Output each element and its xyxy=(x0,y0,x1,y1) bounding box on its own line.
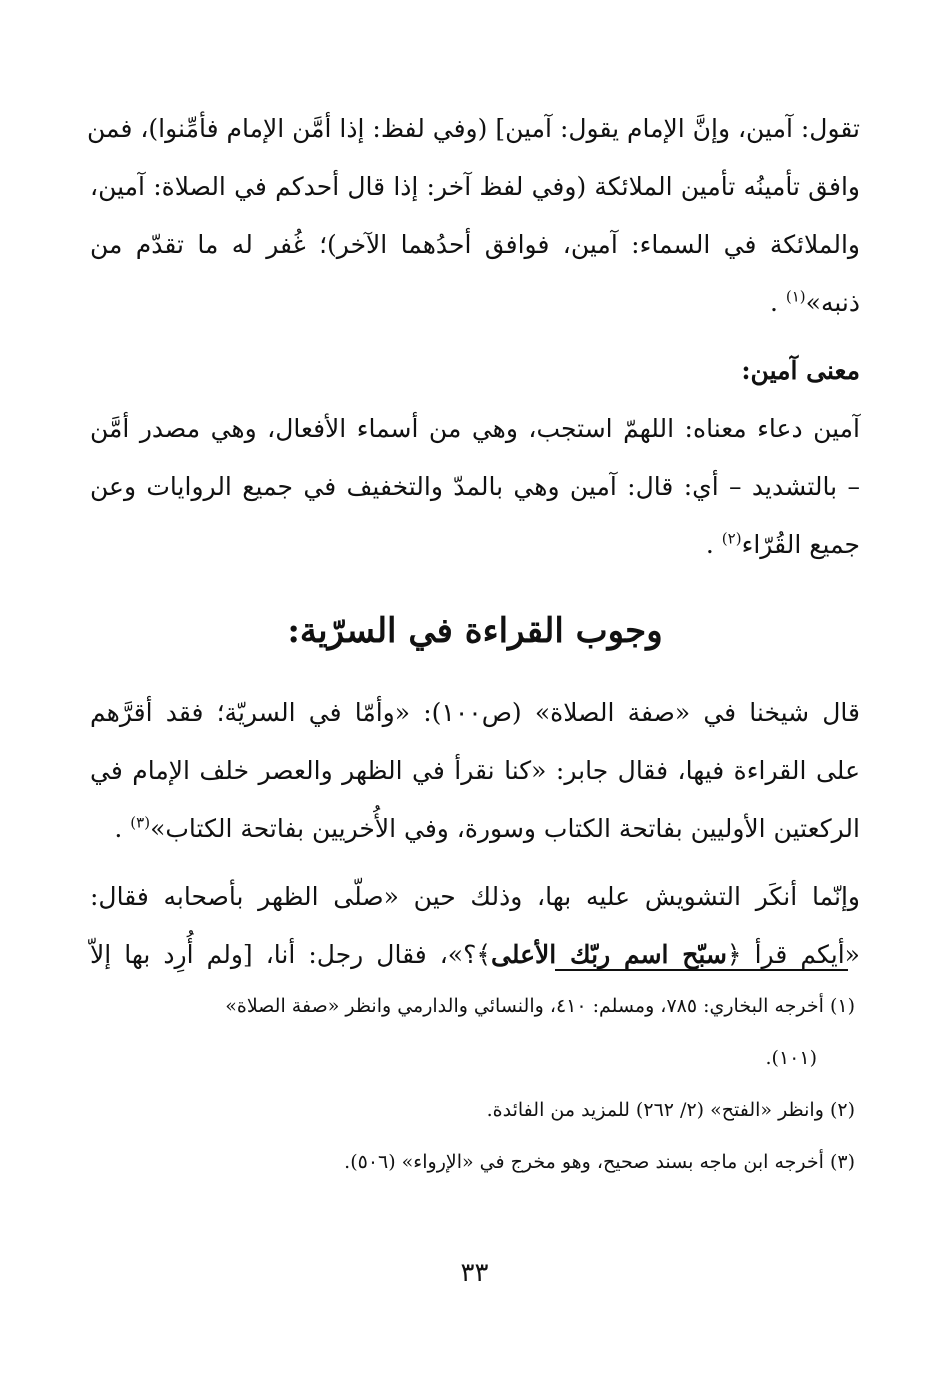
quote-open: «أيكم قرأ ﴿ xyxy=(726,940,860,969)
page-body xyxy=(86,100,860,984)
footnotes xyxy=(90,980,855,1188)
section-heading: وجوب القراءة في السرّية: xyxy=(287,611,663,651)
quote-close: ﴾؟»، فقال رجل: أنا، [ولم أُرِد بها إلاّ xyxy=(90,940,491,969)
paragraph-text: جميع القُرّاء xyxy=(741,530,860,559)
page-number: ٣٣ xyxy=(460,1258,489,1288)
footnote-number: (٢) xyxy=(829,1099,855,1121)
paragraph-line xyxy=(90,800,860,858)
paragraph-4 xyxy=(90,868,860,984)
paragraph-line xyxy=(90,926,860,984)
footnote-number: (١) xyxy=(829,995,855,1017)
footnote-3 xyxy=(90,1136,855,1188)
paragraph-line: على القراءة فيها، فقال جابر: «كنا نقرأ في الظهر والعصر خلف الإمام في xyxy=(90,756,860,785)
paragraph-line: تقول: آمين، وإنَّ الإمام يقول: آمين] (وفي لفظ: إذا أمَّن الإمام فأمِّنوا)، فمن xyxy=(86,114,860,143)
footnote-text: أخرجه ابن ماجه بسند صحيح، وهو مخرج في «الإرواء» (٥٠٦). xyxy=(344,1151,824,1173)
paragraph-line: – بالتشديد – أي: قال: آمين وهي بالمدّ والتخفيف في جميع الروايات وعن xyxy=(90,472,860,501)
footnote-1-continuation: (١٠١). xyxy=(765,1047,817,1069)
paragraph-line: وإنّما أنكَر التشويش عليه بها، وذلك حين «صلّى الظهر بأصحابه فقال: xyxy=(90,882,860,911)
quran-verse: سبّح اسم ربّك الأعلى xyxy=(491,940,727,969)
paragraph-line xyxy=(90,274,860,332)
paragraph-line: قال شيخنا في «صفة الصلاة» (ص١٠٠): «وأمّا في السريّة؛ فقد أقرَّهم xyxy=(90,698,860,727)
footnote-ref-1: (١) xyxy=(785,287,806,306)
paragraph-line: وافق تأمينُه تأمين الملائكة (وفي لفظ آخر: إذا قال أحدكم في الصلاة: آمين، xyxy=(90,172,860,201)
footnote-ref-3: (٣) xyxy=(130,813,151,832)
sentence-end: . xyxy=(114,814,123,843)
paragraph-1 xyxy=(86,100,860,332)
footnote-1 xyxy=(90,980,855,1032)
paragraph-line: آمين دعاء معناه: اللهمّ استجب، وهي من أسماء الأفعال، وهي مصدر أمَّن xyxy=(90,414,860,443)
footnote-text: أخرجه البخاري: ٧٨٥، ومسلم: ٤١٠، والنسائي والدارمي وانظر «صفة الصلاة» xyxy=(225,995,824,1017)
footnote-number: (٣) xyxy=(829,1151,855,1173)
footnote-divider xyxy=(555,969,848,971)
footnote-ref-2: (٢) xyxy=(721,529,742,548)
paragraph-line: والملائكة في السماء: آمين، فوافق أحدُهما الآخر)؛ غُفر له ما تقدّم من xyxy=(90,230,860,259)
footnote-text: وانظر «الفتح» (٢/ ٢٦٢) للمزيد من الفائدة. xyxy=(486,1099,824,1121)
footnote-2 xyxy=(90,1084,855,1136)
paragraph-2 xyxy=(90,400,860,574)
paragraph-text: الركعتين الأوليين بفاتحة الكتاب وسورة، وفي الأُخريين بفاتحة الكتاب» xyxy=(150,814,860,843)
sentence-end: . xyxy=(705,530,714,559)
paragraph-line xyxy=(90,516,860,574)
sentence-end: . xyxy=(769,288,778,317)
paragraph-text: ذنبه» xyxy=(805,288,860,317)
paragraph-3 xyxy=(90,684,860,858)
section-subheading: معنى آمين: xyxy=(741,356,860,385)
